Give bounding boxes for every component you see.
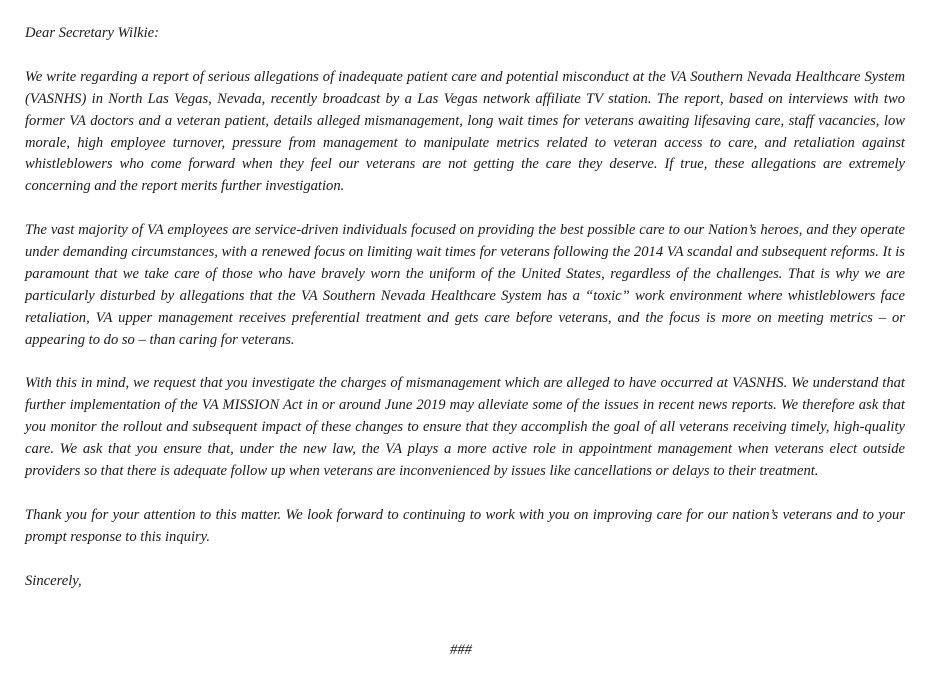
end-mark: ### bbox=[450, 642, 472, 658]
paragraph-2: The vast majority of VA employees are service-driven individuals focused on providing the best possible care to our Nation’s heroes, and they operate under demanding circumstances, with a renewed focus on limiting wait times for veterans following the 2014 VA scandal and subsequent reforms. It is paramount that we take care of those who have bravely worn the uniform of the United States, regardless of the challenges. That is why we are particularly disturbed by allegations that the VA Southern Nevada Healthcare System has a “toxic” work environment where whistleblowers face retaliation, VA upper management receives preferential treatment and gets care before veterans, and the focus is more on meeting metrics – or appearing to do so – than caring for veterans. bbox=[25, 222, 905, 348]
letter-body bbox=[25, 23, 905, 614]
paragraph-1: We write regarding a report of serious allegations of inadequate patient care and potential misconduct at the VA Southern Nevada Healthcare System (VASNHS) in North Las Vegas, Nevada, recently broadcast by a Las Vegas network affiliate TV station. The report, based on interviews with two former VA doctors and a veteran patient, details alleged mismanagement, long wait times for veterans awaiting lifesaving care, staff vacancies, low morale, high employee turnover, pressure from management to manipulate metrics related to veteran access to care, and retaliation against whistleblowers who come forward when they feel our veterans are not getting the care they deserve. If true, these allegations are extremely concerning and the report merits further investigation. bbox=[25, 68, 905, 195]
paragraph-3: With this in mind, we request that you investigate the charges of mismanagement which are alleged to have occurred at VASNHS. We understand that further implementation of the VA MISSION Act in or around June 2019 may alleviate some of the issues in recent news reports. We therefore ask that you monitor the rollout and subsequent impact of these changes to ensure that they accomplish the goal of all veterans receiving timely, high-quality care. We ask that you ensure that, under the new law, the VA plays a more active role in appointment management when veterans elect outside providers so that there is adequate follow up when veterans are inconvenienced by issues like cancellations or delays to their treatment. bbox=[25, 375, 905, 480]
closing: Sincerely, bbox=[25, 572, 82, 589]
salutation: Dear Secretary Wilkie: bbox=[25, 25, 159, 41]
paragraph-4: Thank you for your attention to this matter. We look forward to continuing to work with you on improving care for our nation’s veterans and to your prompt response to this inquiry. bbox=[25, 506, 905, 545]
